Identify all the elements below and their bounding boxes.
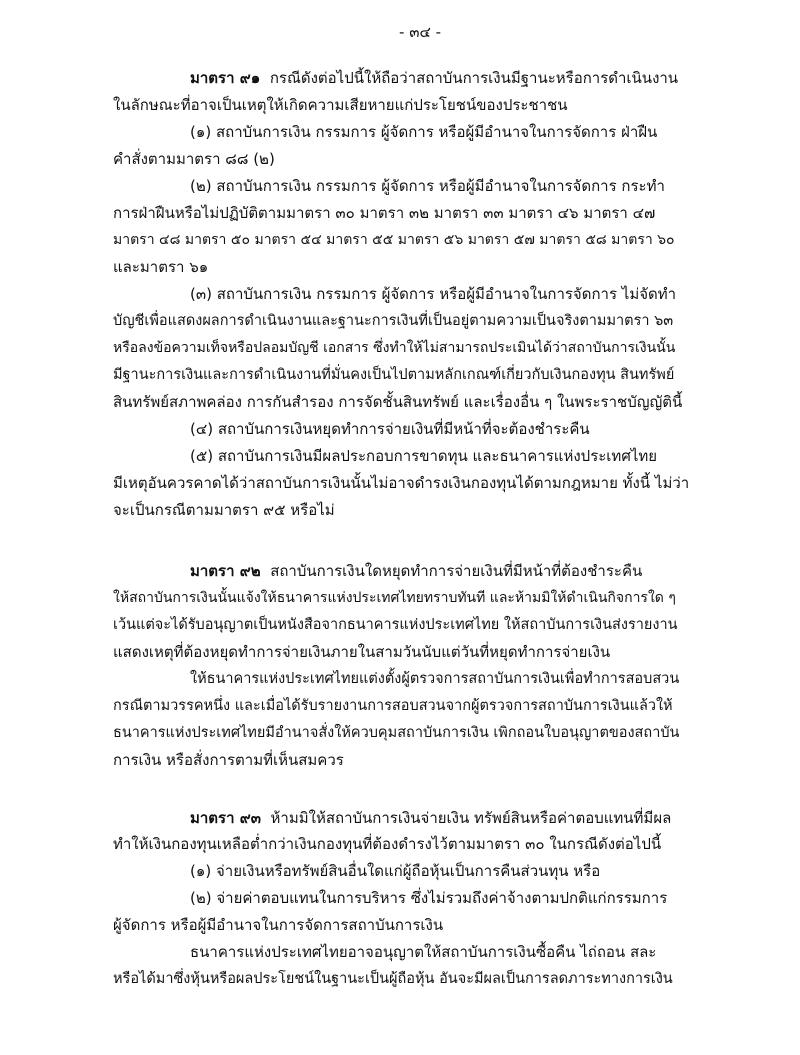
section-91-intro-line-2: ในลักษณะที่อาจเป็นเหตุให้เกิดความเสียหายแก่ประโยชน์ของประชาชน [113, 96, 568, 114]
section-92-para-1-text: สถาบันการเงินใดหยุดทำการจ่ายเงินที่มีหน้าที่ต้องชำระคืน [270, 562, 643, 580]
section-93-item-1-line-1: (๑) จ่ายเงินหรือทรัพย์สินอื่นใดแก่ผู้ถือหุ้นเป็นการคืนส่วนทุน หรือ [190, 862, 601, 880]
section-92-para-2-line-4: การเงิน หรือสั่งการตามที่เห็นสมควร [113, 751, 344, 769]
section-91-item-1-line-1: (๑) สถาบันการเงิน กรรมการ ผู้จัดการ หรือผู้มีอำนาจในการจัดการ ฝ่าฝืน [190, 123, 658, 141]
section-93-para-2-line-2: หรือได้มาซึ่งหุ้นหรือผลประโยชน์ในฐานะเป็นผู้ถือหุ้น อันจะมีผลเป็นการลดภาระทางการเงิน [113, 971, 673, 987]
section-92-para-1-line-1 [190, 561, 642, 581]
section-91-item-5-line-1: (๕) สถาบันการเงินมีผลประกอบการขาดทุน และธนาคารแห่งประเทศไทย [190, 447, 658, 465]
section-91-item-4-line-1: (๔) สถาบันการเงินหยุดทำการจ่ายเงินที่มีหน้าที่จะต้องชำระคืน [190, 420, 590, 438]
page-number: - ๓๔ - [399, 23, 441, 41]
section-92-para-1-line-2: ให้สถาบันการเงินนั้นแจ้งให้ธนาคารแห่งประเทศไทยทราบทันที และห้ามมิให้ดำเนินกิจการใด ๆ [113, 590, 676, 606]
section-91-intro-text: กรณีดังต่อไปนี้ให้ถือว่าสถาบันการเงินมีฐานะหรือการดำเนินงาน [269, 69, 679, 87]
section-91-item-3-line-2: บัญชีเพื่อแสดงผลการดำเนินงานและฐานะการเงินที่เป็นอยู่ตามความเป็นจริงตามมาตรา ๖๓ [113, 313, 674, 329]
section-93-para-1-text: ห้ามมิให้สถาบันการเงินจ่ายเงิน ทรัพย์สินหรือค่าตอบแทนที่มีผล [270, 809, 672, 827]
section-91-item-2-line-1: (๒) สถาบันการเงิน กรรมการ ผู้จัดการ หรือผู้มีอำนาจในการจัดการ กระทำ [190, 177, 665, 195]
section-91-intro-line-1 [190, 68, 678, 88]
section-91-item-2-line-4: และมาตรา ๖๑ [113, 258, 209, 276]
section-92-heading: มาตรา ๙๒ [190, 562, 261, 580]
section-92-para-1-line-4: แสดงเหตุที่ต้องหยุดทำการจ่ายเงินภายในสามวันนับแต่วันที่หยุดทำการจ่ายเงิน [113, 643, 611, 661]
section-92-para-2-line-2: กรณีตามวรรคหนึ่ง และเมื่อได้รับรายงานการสอบสวนจากผู้ตรวจการสถาบันการเงินแล้วให้ [113, 698, 673, 714]
section-93-heading: มาตรา ๙๓ [190, 809, 261, 827]
section-91-item-2-line-2: การฝ่าฝืนหรือไม่ปฏิบัติตามมาตรา ๓๐ มาตรา ๓๒ มาตรา ๓๓ มาตรา ๔๖ มาตรา ๔๗ [113, 204, 656, 222]
section-91-item-1-line-2: คำสั่งตามมาตรา ๘๘ (๒) [113, 150, 275, 168]
section-92-para-2-line-1: ให้ธนาคารแห่งประเทศไทยแต่งตั้งผู้ตรวจการสถาบันการเงินเพื่อทำการสอบสวน [190, 671, 680, 687]
section-91-item-5-line-2: มีเหตุอันควรคาดได้ว่าสถาบันการเงินนั้นไม่อาจดำรงเงินกองทุนได้ตามกฎหมาย ทั้งนี้ ไม่ว่า [113, 474, 690, 492]
section-91-item-2-line-3: มาตรา ๔๘ มาตรา ๕๐ มาตรา ๕๔ มาตรา ๕๕ มาตรา ๕๖ มาตรา ๕๗ มาตรา ๕๘ มาตรา ๖๐ [113, 232, 675, 248]
section-91-item-3-line-4: มีฐานะการเงินและการดำเนินงานที่มั่นคงเป็นไปตามหลักเกณฑ์เกี่ยวกับเงินกองทุน สินทรัพย์ [113, 367, 675, 383]
section-92-para-1-line-3: เว้นแต่จะได้รับอนุญาตเป็นหนังสือจากธนาคารแห่งประเทศไทย ให้สถาบันการเงินส่งรายงาน [113, 617, 678, 633]
section-93-para-1-line-2: ทำให้เงินกองทุนเหลือต่ำกว่าเงินกองทุนที่ต้องดำรงไว้ตามมาตรา ๓๐ ในกรณีดังต่อไปนี้ [113, 835, 662, 853]
section-91-item-3-line-1: (๓) สถาบันการเงิน กรรมการ ผู้จัดการ หรือผู้มีอำนาจในการจัดการ ไม่จัดทำ [190, 285, 677, 303]
section-93-para-1-line-1 [190, 808, 671, 828]
section-91-item-5-line-3: จะเป็นกรณีตามมาตรา ๙๕ หรือไม่ [113, 501, 335, 519]
section-93-item-2-line-2: ผู้จัดการ หรือผู้มีอำนาจในการจัดการสถาบันการเงิน [113, 916, 444, 934]
section-93-para-2-line-1: ธนาคารแห่งประเทศไทยอาจอนุญาตให้สถาบันการเงินซื้อคืน ไถ่ถอน สละ [190, 943, 657, 961]
section-91-heading: มาตรา ๙๑ [190, 69, 261, 87]
section-93-item-2-line-1: (๒) จ่ายค่าตอบแทนในการบริหาร ซึ่งไม่รวมถึงค่าจ้างตามปกติแก่กรรมการ [190, 889, 668, 907]
section-91-item-3-line-5: สินทรัพย์สภาพคล่อง การกันสำรอง การจัดชั้นสินทรัพย์ และเรื่องอื่น ๆ ในพระราชบัญญัตินี้ [113, 393, 683, 411]
section-91-item-3-line-3: หรือลงข้อความเท็จหรือปลอมบัญชี เอกสาร ซึ่งทำให้ไม่สามารถประเมินได้ว่าสถาบันการเงินนั้น [113, 340, 676, 356]
section-92-para-2-line-3: ธนาคารแห่งประเทศไทยมีอำนาจสั่งให้ควบคุมสถาบันการเงิน เพิกถอนใบอนุญาตของสถาบัน [113, 725, 680, 741]
